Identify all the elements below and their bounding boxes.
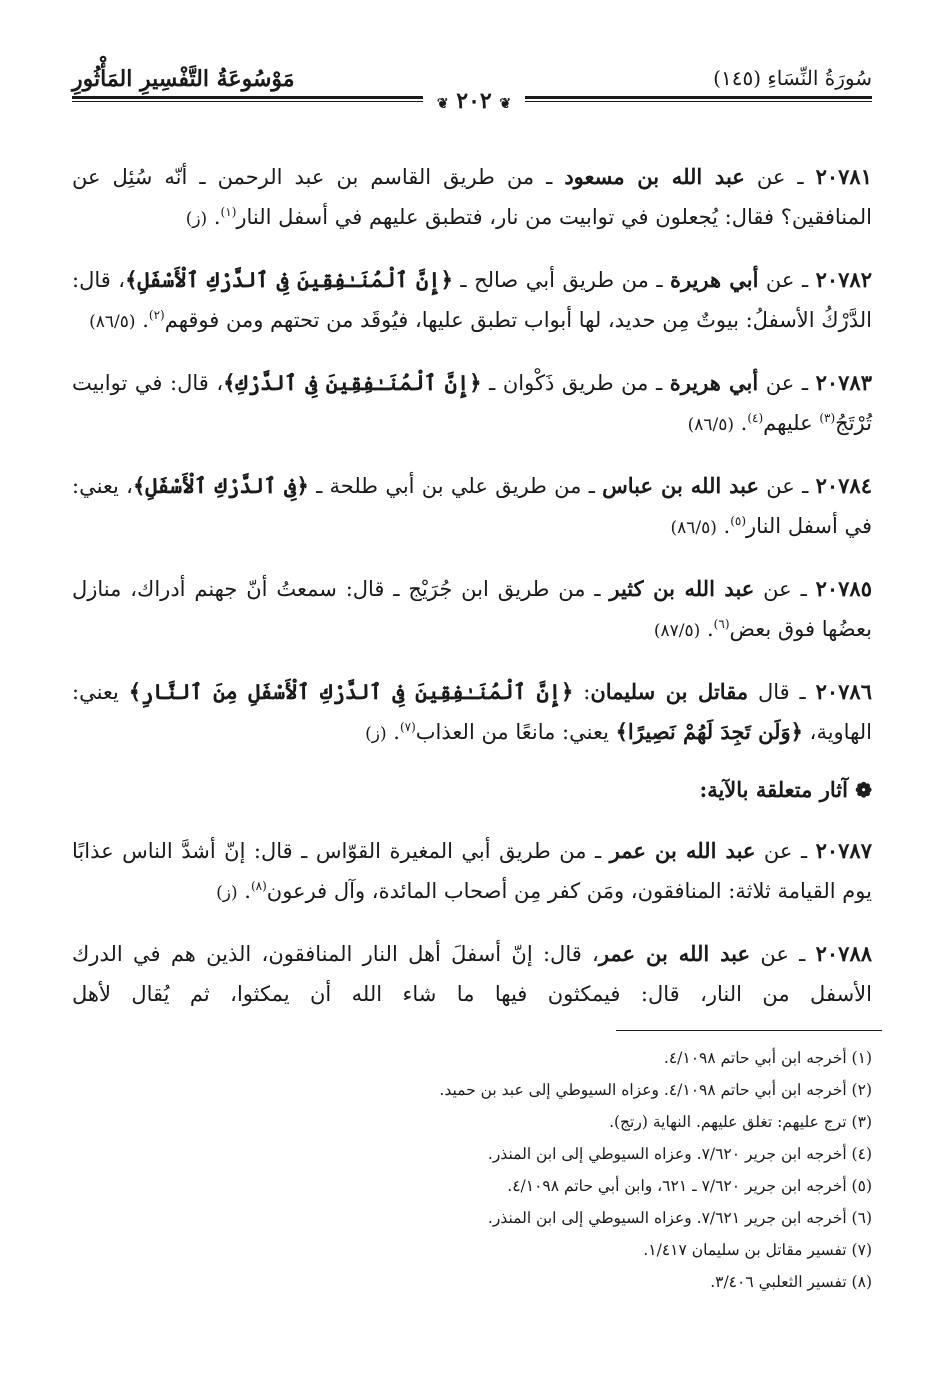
entry-number: ٢٠٧٨١	[815, 164, 872, 189]
ornament-right-icon: ❦	[499, 96, 512, 112]
footnote: (٦) أخرجه ابن جرير ٧/٦٢١. وعزاه السيوطي إلى ابن المنذر.	[487, 1209, 872, 1227]
athar-entry: ٢٠٧٨٣ ـ عن أبي هريرة ـ من طريق ذَكْوان ـ ﴿إِنَّ ٱلْمُنَـٰفِقِينَ فِى ٱلدَّرْكِ﴾، قال: في توابيت تُرْتَجُ$^{(٣)}$ عليهم$^{(٤)}$. (٨٦/٥)	[72, 370, 872, 435]
quran-verse: ﴿إِنَّ ٱلْمُنَـٰفِقِينَ فِى ٱلدَّرْكِ ٱلْأَسْفَلِ مِنَ ٱلنَّارِ﴾	[128, 679, 574, 704]
athar-entry: ٢٠٧٨٧ ـ عن عبد الله بن عمر ـ من طريق أبي المغيرة القوّاس ـ قال: إنّ أشدَّ الناس عذابًا يوم القيامة ثلاثة: المنافقون، ومَن كفر مِن أصحاب المائدة، وآل فرعون$^{(٨)}$. (ز)	[72, 838, 872, 903]
athar-entry: ٢٠٧٨١ ـ عن عبد الله بن مسعود ـ من طريق القاسم بن عبد الرحمن ـ أنّه سُئِل عن المنافقين؟ فقال: يُجعلون في توابيت من نار، فتطبق عليهم في أسفل النار$^{(١)}$. (ز)	[72, 164, 872, 229]
narrator-name: عبد الله بن عمر	[598, 941, 751, 966]
narrator-name: أبي هريرة	[669, 370, 759, 395]
source-ref: (٨٦/٥)	[670, 518, 717, 538]
page-number-value: ٢٠٢	[456, 88, 492, 114]
entry-number: ٢٠٧٨٧	[815, 838, 872, 863]
narrator-name: عبد الله بن مسعود	[564, 164, 745, 189]
footnote: (١) أخرجه ابن أبي حاتم ٤/١٠٩٨.	[663, 1049, 872, 1067]
athar-entry: ٢٠٧٨٨ ـ عن عبد الله بن عمر، قال: إنّ أسفلَ أهل النار المنافقون، الذين هم في الدرك الأسفل من النار، قال: فيمكثون فيها ما شاء الله أن يمكثوا، ثم يُقال لأهل	[72, 941, 873, 1006]
ornament-left-icon: ❦	[436, 96, 449, 112]
source-ref: (ز)	[185, 209, 208, 229]
quran-verse: ﴿إِنَّ ٱلْمُنَـٰفِقِينَ فِى ٱلدَّرْكِ ٱلْأَسْفَلِ﴾	[125, 267, 453, 292]
athar-entry: ٢٠٧٨٢ ـ عن أبي هريرة ـ من طريق أبي صالح ـ ﴿إِنَّ ٱلْمُنَـٰفِقِينَ فِى ٱلدَّرْكِ ٱلْأَسْفَلِ﴾، قال: الدَّرْكُ الأسفلُ: بيوتٌ مِن حديد، لها أبواب تطبق عليها، فيُوقَد من تحتهم ومن فوقهم$^{(٢)}$. (٨٦/٥)	[72, 267, 872, 332]
narrator-name: أبي هريرة	[670, 267, 759, 292]
entry-number: ٢٠٧٨٥	[815, 576, 872, 601]
entry-number: ٢٠٧٨٢	[815, 267, 872, 292]
main-text	[72, 136, 872, 1024]
footnote-ref: (٤)	[747, 411, 764, 425]
athar-entry: ٢٠٧٨٦ ـ قال مقاتل بن سليمان: ﴿إِنَّ ٱلْمُنَـٰفِقِينَ فِى ٱلدَّرْكِ ٱلْأَسْفَلِ مِنَ ٱلنَّارِ﴾ يعني: الهاوية، ﴿وَلَن تَجِدَ لَهُمْ نَصِيرًا﴾ يعني: مانعًا من العذاب$^{(٧)}$. (ز)	[72, 679, 872, 744]
source-ref: (ز)	[365, 724, 387, 744]
footnotes	[72, 1042, 872, 1298]
section-heading	[72, 770, 872, 810]
footnote: (٥) أخرجه ابن جرير ٧/٦٢٠ ـ ٦٢١، وابن أبي حاتم ٤/١٠٩٨.	[507, 1177, 872, 1195]
footnote: (٨) تفسير الثعلبي ٣/٤٠٦.	[710, 1273, 872, 1291]
footnote: (٣) ترج عليهم: تغلق عليهم. النهاية (رتج).	[609, 1113, 872, 1131]
section-title: آثار متعلقة بالآية:	[699, 777, 848, 802]
footnote-ref: (١)	[220, 205, 237, 219]
footnote-ref: (٣)	[819, 411, 836, 425]
entry-number: ٢٠٧٨٨	[815, 941, 873, 966]
entry-number: ٢٠٧٨٣	[815, 370, 872, 395]
footnote: (٧) تفسير مقاتل بن سليمان ١/٤١٧.	[643, 1241, 872, 1259]
quran-verse: ﴿إِنَّ ٱلْمُنَـٰفِقِينَ فِى ٱلدَّرْكِ﴾	[223, 370, 482, 395]
quran-verse: ﴿فِى ٱلدَّرْكِ ٱلْأَسْفَلِ﴾	[132, 473, 309, 498]
narrator-name: مقاتل بن سليمان	[590, 679, 749, 704]
entry-number: ٢٠٧٨٤	[815, 473, 872, 498]
book-title-header: مَوْسُوعَةُ التَّفْسِيرِ المَأْثُورِ	[72, 66, 295, 92]
entry-number: ٢٠٧٨٦	[815, 679, 872, 704]
footnote-ref: (٨)	[250, 879, 267, 893]
footnote-ref: (٥)	[730, 514, 747, 528]
footnote-ref: (٧)	[399, 720, 416, 734]
surah-header: سُورَةُ النِّسَاءِ (١٤٥)	[713, 66, 872, 90]
narrator-name: عبد الله بن عمر	[609, 838, 756, 863]
footnote: (٢) أخرجه ابن أبي حاتم ٤/١٠٩٨. وعزاه السيوطي إلى عبد بن حميد.	[439, 1081, 872, 1099]
footnote: (٤) أخرجه ابن جرير ٧/٦٢٠. وعزاه السيوطي إلى ابن المنذر.	[487, 1145, 872, 1163]
footnote-separator	[616, 1030, 882, 1031]
source-ref: (٨٦/٥)	[89, 312, 136, 332]
narrator-name: عبد الله بن كثير	[609, 576, 755, 601]
flower-ornament-icon: ❁	[855, 778, 872, 802]
quran-verse: ﴿وَلَن تَجِدَ لَهُمْ نَصِيرًا﴾	[615, 719, 803, 744]
athar-entry: ٢٠٧٨٤ ـ عن عبد الله بن عباس ـ من طريق علي بن أبي طلحة ـ ﴿فِى ٱلدَّرْكِ ٱلْأَسْفَلِ﴾، يعني: في أسفل النار$^{(٥)}$. (٨٦/٥)	[72, 473, 872, 538]
narrator-name: عبد الله بن عباس	[602, 473, 760, 498]
footnote-ref: (٢)	[148, 308, 165, 322]
athar-entry: ٢٠٧٨٥ ـ عن عبد الله بن كثير ـ من طريق ابن جُرَيْج ـ قال: سمعتُ أنّ جهنم أدراك، منازل بعضُها فوق بعض$^{(٦)}$. (٨٧/٥)	[72, 576, 872, 641]
footnote-ref: (٦)	[713, 617, 730, 631]
source-ref: (٨٦/٥)	[687, 415, 734, 435]
source-ref: (ز)	[216, 883, 238, 903]
page-number	[423, 88, 525, 114]
source-ref: (٨٧/٥)	[653, 621, 701, 641]
